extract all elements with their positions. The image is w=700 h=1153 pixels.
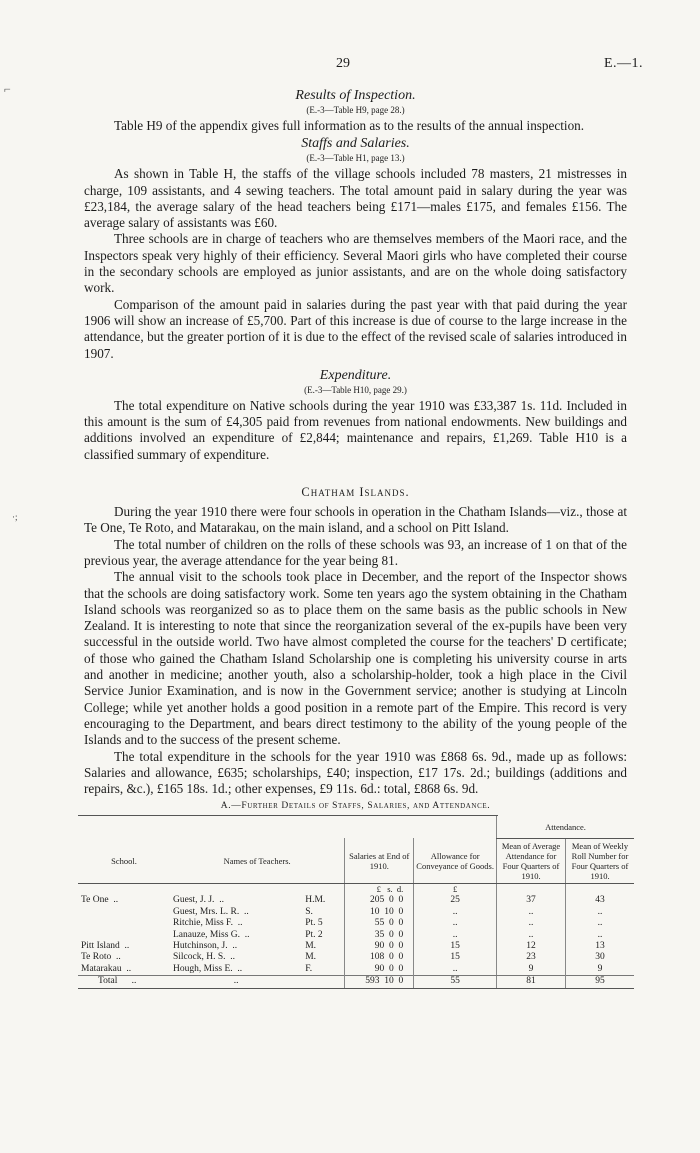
paragraph: The total expenditure in the schools for the year 1910 was £868 6s. 9d., made up as follows: Salaries and allowance, £635; scholarships, £40; inspection, £17 17s. 2d.; buildings (additions and repairs, &c.), £165 18s. 1d.; other expenses, £9 11s. 6d.: total, £868 6s. 9d. bbox=[84, 748, 627, 797]
total-label: Total .. bbox=[78, 976, 170, 988]
table-row bbox=[78, 941, 634, 952]
avg-attendance-cell: 9 bbox=[497, 964, 566, 976]
paragraph: The total expenditure on Native schools during the year 1910 was £33,387 1s. 11d. Included in this amount is the sum of £4,305 paid from revenues from national endowments. New buildings and additions involved an expenditure of £2,844; maintenance and repairs, £1,269. Table H10 is a classified summary of expenditure. bbox=[84, 397, 627, 462]
section-staffs bbox=[84, 136, 627, 362]
salary-cell: 35 0 0 bbox=[345, 930, 414, 941]
section-heading: Staffs and Salaries. bbox=[301, 136, 410, 152]
salary-cell: 108 0 0 bbox=[345, 952, 414, 963]
section-reference: (E.-3—Table H1, page 13.) bbox=[306, 153, 405, 164]
school-cell: Te Roto .. bbox=[81, 952, 121, 963]
salary-cell: 90 0 0 bbox=[345, 941, 414, 952]
school-cell: Te One .. bbox=[81, 895, 119, 906]
roll-number-cell: 43 bbox=[566, 895, 635, 906]
section-reference: (E.-3—Table H10, page 29.) bbox=[304, 384, 407, 395]
col-mean-weekly: Mean of Weekly Roll Number for Four Quarters of 1910. bbox=[566, 838, 635, 883]
paragraph: During the year 1910 there were four schools in operation in the Chatham Islands—viz., those at Te One, Te Roto, and Matarakau, on the main island, and a school on Pitt Island. bbox=[84, 504, 627, 536]
position-cell: Pt. 5 bbox=[305, 918, 323, 929]
document-code: E.—1. bbox=[604, 56, 644, 71]
salary-cell: 205 0 0 bbox=[345, 895, 414, 906]
table-row bbox=[78, 930, 634, 941]
allowance-cell: 15 bbox=[414, 952, 497, 963]
allowance-cell: .. bbox=[414, 918, 497, 929]
position-cell: M. bbox=[305, 940, 317, 951]
avg-attendance-cell: .. bbox=[497, 907, 566, 918]
teacher-cell: Guest, J. J. .. bbox=[173, 895, 224, 906]
section-chatham-islands bbox=[84, 485, 627, 797]
school-cell bbox=[78, 930, 170, 941]
table-row bbox=[78, 952, 634, 963]
paragraph: Comparison of the amount paid in salaries during the past year with that paid during the year 1906 will show an increase of £5,700. Part of this increase is due of course to the large increase in the attendance, but the greater portion of it is due to the effect of the revised scale of salaries introduced in 1907. bbox=[84, 296, 627, 361]
allowance-cell: .. bbox=[414, 930, 497, 941]
allowance-cell: .. bbox=[414, 907, 497, 918]
table-row bbox=[78, 907, 634, 918]
allowance-units: £ bbox=[414, 883, 497, 895]
paragraph: The annual visit to the schools took place in December, and the report of the Inspector shows that the schools are doing satisfactory work. Some ten years ago the system obtaining in the Chatham Island schools was reorganized so as to place them on the same basis as the public schools in New Zealand. It is interesting to note that since the reorganization several of the ex-pupils have been very successful in the outside world. Two have almost completed the course for the teachers' D certificate; of those who gained the Chatham Island Scholarship one is completing his university course in arts and another in medicine; another youth, also a scholarship-holder, took a high place in the Civil Service Junior Examination, and is now in the Government service; another is studying at Lincoln College; while yet another holds a good position in a remote part of the Empire. This record is very encouraging to the Department, and bears direct testimony to the ability of the young people of the Islands and to the success of the present scheme. bbox=[84, 569, 627, 748]
page-content bbox=[81, 88, 629, 989]
table-title: A.—Further Details of Staffs, Salaries, and Attendance. bbox=[220, 801, 491, 812]
position-cell: S. bbox=[305, 906, 313, 917]
salary-cell: 10 10 0 bbox=[345, 907, 414, 918]
paragraph: As shown in Table H, the staffs of the village schools included 78 masters, 21 mistresses in charge, 109 assistants, and 4 sewing teachers. The total amount paid in salary during the year was £23,184, the average salary of the head teachers being £171—males £175, and females £156. The average salary of assistants was £60. bbox=[84, 166, 627, 231]
salary-cell: 55 0 0 bbox=[345, 918, 414, 929]
section-heading: Expenditure. bbox=[319, 367, 392, 383]
section-expenditure bbox=[84, 368, 627, 463]
col-teachers: Names of Teachers. bbox=[170, 838, 345, 883]
paragraph: Three schools are in charge of teachers who are themselves members of the Maori race, and the Inspectors speak very highly of their efficiency. Several Maori girls who have completed their course in the secondary schools are employed as junior assistants, and are on the whole doing satisfactory work. bbox=[84, 231, 627, 296]
avg-attendance-cell: .. bbox=[497, 918, 566, 929]
teacher-cell: Hough, Miss E. .. bbox=[173, 963, 243, 974]
teacher-cell: Hutchinson, J. .. bbox=[173, 940, 238, 951]
school-cell bbox=[78, 907, 170, 918]
teacher-cell: Lanauze, Miss G. .. bbox=[173, 929, 250, 940]
position-cell: M. bbox=[305, 952, 317, 963]
margin-mark: ⌐ bbox=[4, 82, 11, 96]
roll-number-cell: .. bbox=[566, 907, 635, 918]
total-allowance: 55 bbox=[414, 976, 497, 988]
allowance-cell: .. bbox=[414, 964, 497, 976]
roll-number-cell: .. bbox=[566, 930, 635, 941]
col-mean-average: Mean of Average Attendance for Four Quarters of 1910. bbox=[497, 838, 566, 883]
section-heading: Chatham Islands. bbox=[301, 485, 410, 500]
total-avg-attendance: 81 bbox=[497, 976, 566, 988]
col-salaries: Salaries at End of 1910. bbox=[345, 838, 414, 883]
col-school: School. bbox=[78, 838, 170, 883]
paragraph: Table H9 of the appendix gives full information as to the results of the annual inspection. bbox=[114, 118, 585, 133]
margin-mark: ·; bbox=[12, 512, 18, 522]
avg-attendance-cell: 12 bbox=[497, 941, 566, 952]
school-cell: Pitt Island .. bbox=[81, 940, 130, 951]
school-cell bbox=[78, 918, 170, 929]
salary-cell: 90 0 0 bbox=[345, 964, 414, 976]
roll-number-cell: 13 bbox=[566, 941, 635, 952]
section-reference: (E.-3—Table H9, page 28.) bbox=[306, 105, 405, 115]
table-row bbox=[78, 918, 634, 929]
avg-attendance-cell: .. bbox=[497, 930, 566, 941]
staff-attendance-table bbox=[78, 815, 634, 988]
teacher-cell: Silcock, H. S. .. bbox=[173, 952, 236, 963]
school-cell: Matarakau .. bbox=[81, 963, 132, 974]
paragraph: The total number of children on the rolls of these schools was 93, an increase of 1 on that of the previous year, the average attendance for the year being 81. bbox=[84, 536, 627, 568]
table-row bbox=[78, 895, 634, 906]
page-number: 29 bbox=[336, 56, 350, 71]
roll-number-cell: 9 bbox=[566, 964, 635, 976]
total-teacher-cell: .. bbox=[170, 976, 302, 988]
allowance-cell: 15 bbox=[414, 941, 497, 952]
salary-units: £ s. d. bbox=[345, 883, 414, 895]
attendance-header: Attendance. bbox=[497, 816, 635, 839]
position-cell: F. bbox=[305, 963, 313, 974]
avg-attendance-cell: 37 bbox=[497, 895, 566, 906]
section-heading: Results of Inspection. bbox=[295, 88, 416, 103]
total-salary: 593 10 0 bbox=[345, 976, 414, 988]
avg-attendance-cell: 23 bbox=[497, 952, 566, 963]
roll-number-cell: .. bbox=[566, 918, 635, 929]
col-allowance: Allowance for Conveyance of Goods. bbox=[414, 838, 497, 883]
teacher-cell: Guest, Mrs. L. R. .. bbox=[173, 906, 249, 917]
table-total-row bbox=[78, 976, 634, 988]
position-cell: H.M. bbox=[305, 895, 326, 906]
teacher-cell: Ritchie, Miss F. .. bbox=[173, 918, 243, 929]
roll-number-cell: 30 bbox=[566, 952, 635, 963]
table-row bbox=[78, 964, 634, 976]
total-roll-number: 95 bbox=[566, 976, 635, 988]
allowance-cell: 25 bbox=[414, 895, 497, 906]
section-results bbox=[84, 88, 627, 134]
position-cell: Pt. 2 bbox=[305, 929, 323, 940]
